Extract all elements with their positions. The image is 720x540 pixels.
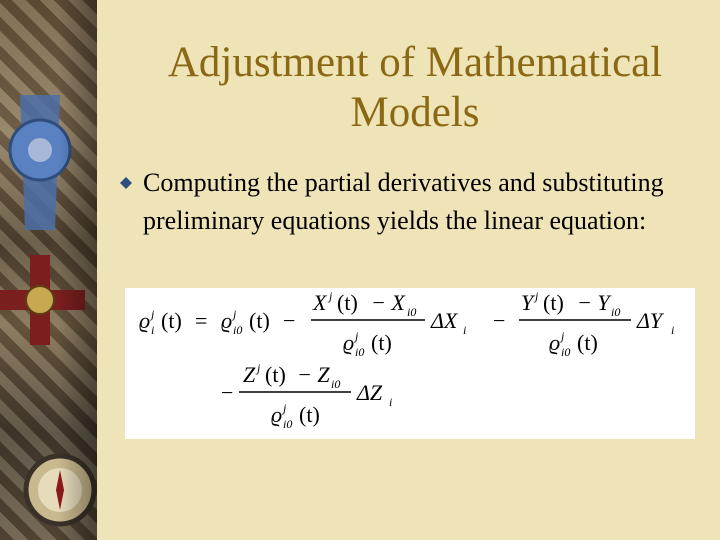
eq-delta-z: ΔZ	[357, 380, 383, 405]
eq-num-x: X	[313, 290, 327, 315]
eq-minus-y0: − Y	[577, 290, 610, 315]
eq-minus: −	[283, 308, 296, 333]
eq-rho-den: ϱ	[271, 402, 283, 427]
eq-sub: i0	[407, 305, 417, 319]
slide-title	[120, 38, 710, 138]
eq-sup: j	[257, 361, 261, 375]
linear-equation	[125, 288, 695, 439]
eq-sup: j	[329, 289, 333, 303]
eq-paren: (t)	[543, 290, 564, 315]
bullet-text: Computing the partial derivatives and substituting preliminary equations yields the linear equation:	[143, 168, 664, 235]
eq-paren: (t)	[161, 308, 182, 333]
eq-num-z: Z	[243, 362, 256, 387]
eq-sub: i0	[283, 417, 293, 431]
eq-sub: i0	[355, 345, 365, 359]
eq-sub: i	[463, 323, 467, 337]
eq-paren: (t)	[577, 330, 598, 355]
eq-sub: i0	[611, 305, 621, 319]
eq-rho-i0: ϱ	[221, 308, 233, 333]
decorative-side-image	[0, 0, 97, 540]
eq-sub: i0	[561, 345, 571, 359]
eq-paren: (t)	[337, 290, 358, 315]
eq-sup: j	[535, 289, 539, 303]
eq-paren: (t)	[299, 402, 320, 427]
eq-delta-y: ΔY	[637, 308, 663, 333]
title-line-1: Adjustment of Mathematical	[167, 39, 663, 86]
eq-sup: j	[233, 307, 237, 321]
eq-num-y: Y	[521, 290, 534, 315]
eq-paren: (t)	[265, 362, 286, 387]
eq-lhs-rho: ϱ	[139, 308, 151, 333]
eq-sub: i0	[233, 323, 243, 337]
eq-sub: i	[389, 395, 393, 409]
equation-image	[125, 288, 695, 439]
eq-minus: −	[221, 380, 234, 405]
eq-sup: j	[561, 329, 565, 343]
title-line-2: Models	[350, 89, 480, 136]
eq-delta-x: ΔX	[431, 308, 458, 333]
eq-rho-den: ϱ	[549, 330, 561, 355]
eq-sup: j	[151, 307, 155, 321]
eq-rho-den: ϱ	[343, 330, 355, 355]
eq-equals: =	[195, 308, 208, 333]
eq-sub: i	[671, 323, 675, 337]
eq-sub: i	[151, 323, 155, 337]
eq-minus: −	[493, 308, 506, 333]
diamond-bullet-icon	[120, 177, 132, 189]
eq-minus-x0: − X	[371, 290, 405, 315]
eq-sub: i0	[331, 377, 341, 391]
eq-sup: j	[355, 329, 359, 343]
eq-paren: (t)	[249, 308, 270, 333]
eq-sup: j	[283, 401, 287, 415]
eq-paren: (t)	[371, 330, 392, 355]
eq-minus-z0: − Z	[297, 362, 330, 387]
